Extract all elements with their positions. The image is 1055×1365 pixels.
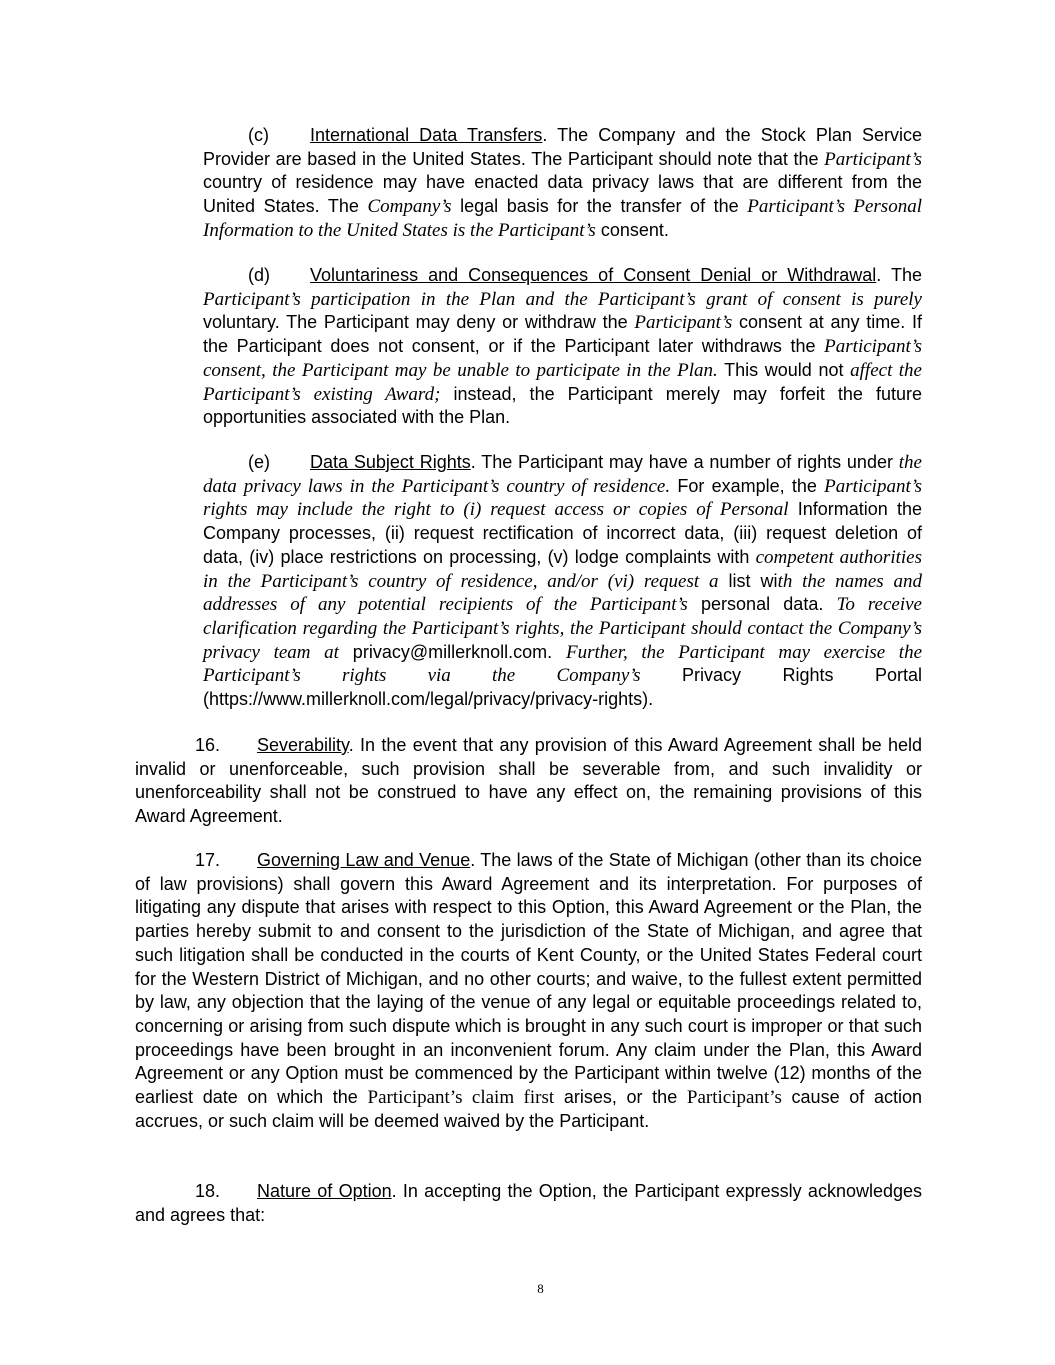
subsection-d: (d) Voluntariness and Consequences of Consent Denial or Withdrawal. The Participant’s participation in the Plan and the Participant’s grant of consent is purely voluntary. The Participant may deny or withdraw the Participant’s consent at any time. If the Participant does not consent, or if the Participant later withdraws the Participant’s consent, the Participant may be unable to participate in the Plan. This would not affect the Participant’s existing Award; instead, the Participant merely may forfeit the future opportunities associated with the Plan. (203, 265, 922, 428)
subsection-label: (e) (248, 452, 270, 472)
section-heading: Nature of Option (257, 1181, 392, 1201)
section-heading: Governing Law and Venue (257, 850, 471, 870)
section-heading: Severability (257, 735, 349, 755)
section-17: 17. Governing Law and Venue. The laws of the State of Michigan (other than its choice of law provisions) shall govern this Award Agreement and its interpretation. For purposes of litigating any dispute that arises with respect to this Option, this Award Agreement or the Plan, the parties hereby submit to and consent to the jurisdiction of the State of Michigan, and agree that such litigation shall be conducted in the courts of Kent County, or the United States Federal court for the Western District of Michigan, and no other courts; and waive, to the fullest extent permitted by law, any objection that the laying of the venue of any legal or equitable proceedings related to, concerning or arising from such dispute which is brought in any such court is improper or that such proceedings have been brought in an inconvenient forum. Any claim under the Plan, this Award Agreement or any Option must be commenced by the Participant within twelve (12) months of the earliest date on which the Participant’s claim first arises, or the Participant’s cause of action accrues, or such claim will be deemed waived by the Participant. (135, 850, 922, 1131)
subsection-heading: International Data Transfers (310, 125, 543, 145)
section-number: 17. (195, 850, 221, 870)
subsection-c: (c) International Data Transfers. The Company and the Stock Plan Service Provider are based in the United States. The Participant should note that the Participant’s country of residence may have enacted data privacy laws that are different from the United States. The Company’s legal basis for the transfer of the Participant’s Personal Information to the United States is the Participant’s consent. (203, 125, 922, 241)
page-number: 8 (537, 1281, 544, 1296)
subsection-label: (d) (248, 265, 270, 285)
subsection-e: (e) Data Subject Rights. The Participant may have a number of rights under the data privacy laws in the Participant’s country of residence. For example, the Participant’s rights may include the right to (i) request access or copies of Personal Information the Company processes, (ii) request rectification of incorrect data, (iii) request deletion of data, (iv) place restrictions on processing, (v) lodge complaints with competent authorities in the Participant’s country of residence, and/or (vi) request a list with the names and addresses of any potential recipients of the Participant’s personal data. To receive clarification regarding the Participant’s rights, the Participant should contact the Company’s privacy team at privacy@millerknoll.com. Further, the Participant may exercise the Participant’s rights via the Company’s Privacy Rights Portal (https://www.millerknoll.com/legal/privacy/privacy-rights). (203, 452, 923, 710)
section-number: 18. (195, 1181, 221, 1201)
subsection-heading: Data Subject Rights (310, 452, 471, 472)
subsection-label: (c) (248, 125, 269, 145)
subsection-heading: Voluntariness and Consequences of Consent Denial or Withdrawal (310, 265, 877, 285)
section-18: 18. Nature of Option. In accepting the Option, the Participant expressly acknowledges and agrees that: (135, 1181, 923, 1225)
section-number: 16. (195, 735, 221, 755)
section-16: 16. Severability. In the event that any provision of this Award Agreement shall be held invalid or unenforceable, such provision shall be severable from, and such invalidity or unenforceability shall not be construed to have any effect on, the remaining provisions of this Award Agreement. (135, 735, 922, 827)
